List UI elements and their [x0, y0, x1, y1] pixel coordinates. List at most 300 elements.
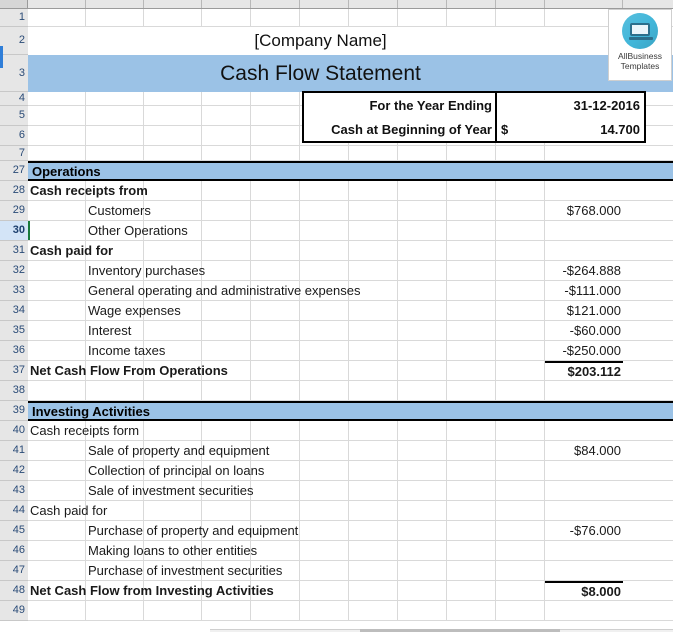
cell[interactable] — [398, 301, 447, 320]
cell[interactable] — [300, 321, 349, 340]
cell-value[interactable] — [545, 181, 623, 200]
cell[interactable] — [398, 9, 447, 26]
cell-label[interactable]: Customers — [88, 203, 151, 218]
cell[interactable] — [496, 561, 545, 580]
cell[interactable] — [144, 403, 202, 419]
table-row[interactable] — [28, 341, 673, 361]
cell-value[interactable] — [545, 221, 623, 240]
cell[interactable] — [300, 301, 349, 320]
row-header[interactable]: 46 — [0, 541, 28, 561]
cell-value[interactable]: $121.000 — [566, 303, 621, 318]
cell-label[interactable]: Inventory purchases — [88, 263, 206, 278]
row-header[interactable]: 7 — [0, 146, 28, 161]
cell[interactable] — [447, 403, 496, 419]
cell[interactable] — [202, 241, 251, 260]
cell[interactable] — [496, 361, 545, 380]
cell[interactable] — [251, 163, 300, 179]
cell[interactable] — [86, 92, 144, 105]
company-name-row[interactable] — [28, 27, 673, 55]
cell[interactable] — [28, 146, 86, 160]
cell[interactable] — [251, 601, 300, 620]
cell[interactable] — [28, 601, 86, 620]
row-header[interactable]: 6 — [0, 126, 28, 146]
cell[interactable] — [144, 501, 202, 520]
cell[interactable] — [300, 341, 349, 360]
cell[interactable] — [496, 581, 545, 600]
row-header[interactable]: 47 — [0, 561, 28, 581]
row-header[interactable]: 39 — [0, 401, 28, 421]
column-header-c[interactable] — [144, 0, 202, 8]
cell[interactable] — [496, 163, 545, 179]
row-header[interactable]: 43 — [0, 481, 28, 501]
cell[interactable] — [28, 341, 86, 360]
cell[interactable] — [28, 521, 86, 540]
cell[interactable] — [349, 461, 398, 480]
cell[interactable] — [447, 146, 496, 160]
cell[interactable] — [496, 146, 545, 160]
cell[interactable] — [28, 126, 86, 145]
row-header[interactable]: 49 — [0, 601, 28, 621]
cell[interactable] — [251, 181, 300, 200]
cell[interactable] — [202, 321, 251, 340]
cell[interactable] — [447, 521, 496, 540]
column-header-d[interactable] — [202, 0, 251, 8]
cell[interactable] — [496, 241, 545, 260]
cell[interactable] — [349, 9, 398, 26]
cell[interactable] — [251, 421, 300, 440]
cell[interactable] — [349, 221, 398, 240]
cell[interactable] — [28, 541, 86, 560]
table-row[interactable] — [28, 561, 673, 581]
cell[interactable] — [300, 241, 349, 260]
info-row-cash-beginning[interactable] — [304, 117, 644, 141]
cell[interactable] — [251, 241, 300, 260]
cell[interactable] — [349, 201, 398, 220]
cell[interactable] — [349, 301, 398, 320]
cell[interactable] — [496, 541, 545, 560]
cell-value[interactable] — [545, 461, 623, 480]
column-header-b[interactable] — [86, 0, 144, 8]
column-header-j[interactable] — [496, 0, 545, 8]
cell[interactable] — [251, 9, 300, 26]
cell[interactable] — [251, 361, 300, 380]
column-header-e[interactable] — [251, 0, 300, 8]
row-header[interactable]: 45 — [0, 521, 28, 541]
row-header[interactable]: 37 — [0, 361, 28, 381]
cell[interactable] — [251, 341, 300, 360]
cell[interactable] — [349, 403, 398, 419]
cell[interactable] — [28, 561, 86, 580]
row-header[interactable]: 38 — [0, 381, 28, 401]
cell[interactable] — [251, 301, 300, 320]
row-header[interactable]: 40 — [0, 421, 28, 441]
cell[interactable] — [86, 9, 144, 26]
cell[interactable] — [300, 441, 349, 460]
cell[interactable] — [28, 201, 86, 220]
cell[interactable] — [144, 181, 202, 200]
cell[interactable] — [202, 201, 251, 220]
cell[interactable] — [398, 221, 447, 240]
cell-value[interactable]: $8.000 — [545, 581, 623, 600]
table-row[interactable] — [28, 201, 673, 221]
cell[interactable] — [300, 581, 349, 600]
cell[interactable] — [202, 92, 251, 105]
cell-value[interactable]: -$111.000 — [564, 283, 621, 298]
row-header[interactable]: 29 — [0, 201, 28, 221]
cell[interactable] — [28, 301, 86, 320]
cell[interactable] — [349, 321, 398, 340]
cell[interactable] — [86, 381, 144, 400]
cell[interactable] — [398, 521, 447, 540]
cell[interactable] — [447, 181, 496, 200]
cell[interactable] — [300, 601, 349, 620]
cell[interactable] — [398, 581, 447, 600]
row-header[interactable]: 27 — [0, 161, 28, 181]
cell[interactable] — [202, 9, 251, 26]
cell[interactable] — [251, 126, 300, 145]
table-row[interactable] — [28, 521, 673, 541]
cell[interactable] — [398, 361, 447, 380]
cell[interactable] — [251, 321, 300, 340]
table-row[interactable] — [28, 361, 673, 381]
cell[interactable] — [447, 261, 496, 280]
row-header[interactable]: 41 — [0, 441, 28, 461]
cell-value[interactable]: $84.000 — [574, 443, 621, 458]
cell[interactable] — [545, 403, 623, 419]
table-row[interactable] — [28, 501, 673, 521]
cell[interactable] — [300, 521, 349, 540]
table-row[interactable] — [28, 461, 673, 481]
cell-label[interactable]: Income taxes — [88, 343, 166, 358]
cell[interactable] — [251, 146, 300, 160]
cell-label[interactable]: Cash receipts form — [30, 423, 140, 438]
empty-row[interactable] — [28, 381, 673, 401]
cell[interactable] — [28, 321, 86, 340]
cell[interactable] — [28, 481, 86, 500]
cell[interactable] — [496, 421, 545, 440]
cell[interactable] — [496, 441, 545, 460]
cell[interactable] — [300, 541, 349, 560]
cell[interactable] — [349, 381, 398, 400]
column-header-f[interactable] — [300, 0, 349, 8]
cell[interactable] — [251, 201, 300, 220]
cell[interactable] — [300, 481, 349, 500]
cell[interactable] — [202, 126, 251, 145]
cell[interactable] — [349, 561, 398, 580]
table-row[interactable] — [28, 301, 673, 321]
table-row[interactable] — [28, 221, 673, 241]
cell-value[interactable]: $203.112 — [545, 361, 623, 380]
cell[interactable] — [398, 341, 447, 360]
row-header[interactable]: 30 — [0, 221, 28, 241]
cell[interactable] — [300, 461, 349, 480]
cell[interactable] — [398, 461, 447, 480]
cell[interactable] — [349, 241, 398, 260]
statement-title-row[interactable] — [28, 55, 673, 92]
cell[interactable] — [496, 601, 545, 620]
cell[interactable] — [398, 501, 447, 520]
cell[interactable] — [349, 501, 398, 520]
table-row[interactable] — [28, 241, 673, 261]
cell[interactable] — [545, 163, 623, 179]
cell[interactable] — [251, 381, 300, 400]
cell[interactable] — [144, 126, 202, 145]
cell[interactable] — [202, 403, 251, 419]
row-header-gutter[interactable] — [0, 9, 28, 621]
cell[interactable] — [86, 106, 144, 125]
cell[interactable] — [447, 441, 496, 460]
cell[interactable] — [300, 381, 349, 400]
cell-label[interactable]: Sale of investment securities — [88, 483, 254, 498]
table-row[interactable] — [28, 581, 673, 601]
cell[interactable] — [251, 221, 300, 240]
row-header[interactable]: 34 — [0, 301, 28, 321]
cell[interactable] — [447, 561, 496, 580]
cell[interactable] — [300, 9, 349, 26]
cell-label[interactable]: Collection of principal on loans — [88, 463, 265, 478]
cell-value[interactable]: $768.000 — [566, 203, 621, 218]
table-row[interactable] — [28, 541, 673, 561]
cell[interactable] — [144, 146, 202, 160]
empty-row[interactable] — [28, 9, 673, 27]
cell[interactable] — [28, 261, 86, 280]
cell[interactable] — [496, 321, 545, 340]
cell[interactable] — [202, 501, 251, 520]
cell[interactable] — [447, 241, 496, 260]
cell-label[interactable]: Interest — [86, 321, 144, 340]
row-header[interactable]: 44 — [0, 501, 28, 521]
cell-label[interactable]: Purchase of investment securities — [88, 563, 283, 578]
cell[interactable] — [496, 261, 545, 280]
cell[interactable] — [496, 341, 545, 360]
empty-row[interactable] — [28, 601, 673, 621]
cell[interactable] — [398, 541, 447, 560]
cell[interactable] — [202, 381, 251, 400]
cell-label[interactable]: Cash paid for — [30, 503, 108, 518]
cell[interactable] — [447, 601, 496, 620]
cell[interactable] — [447, 361, 496, 380]
cell[interactable] — [28, 441, 86, 460]
row-header[interactable]: 1 — [0, 9, 28, 27]
cell[interactable] — [545, 381, 623, 400]
cell[interactable] — [496, 301, 545, 320]
cell[interactable] — [496, 461, 545, 480]
row-header[interactable]: 32 — [0, 261, 28, 281]
cell[interactable] — [496, 9, 545, 26]
cell-label[interactable]: Cash paid for — [30, 243, 114, 258]
cell[interactable] — [545, 146, 623, 160]
column-header-strip[interactable] — [0, 0, 673, 9]
cell[interactable] — [144, 201, 202, 220]
cell[interactable] — [447, 9, 496, 26]
cell[interactable] — [144, 92, 202, 105]
column-header-h[interactable] — [398, 0, 447, 8]
cell[interactable] — [251, 261, 300, 280]
cell-label[interactable]: Other Operations — [88, 223, 188, 238]
cell[interactable] — [545, 601, 623, 620]
cell[interactable] — [300, 561, 349, 580]
row-header[interactable]: 36 — [0, 341, 28, 361]
cell[interactable] — [202, 341, 251, 360]
cell[interactable] — [300, 261, 349, 280]
table-row[interactable] — [28, 261, 673, 281]
cell-label[interactable]: Net Cash Flow From Operations — [30, 363, 228, 378]
cell[interactable] — [447, 421, 496, 440]
cell-label[interactable]: Sale of property and equipment — [88, 443, 270, 458]
column-header-a[interactable] — [28, 0, 86, 8]
row-header[interactable]: 28 — [0, 181, 28, 201]
cell-label[interactable]: Wage expenses — [88, 303, 181, 318]
cell[interactable] — [398, 421, 447, 440]
select-all-corner[interactable] — [0, 0, 28, 8]
cell[interactable] — [398, 481, 447, 500]
cell[interactable] — [300, 501, 349, 520]
cell[interactable] — [496, 521, 545, 540]
cell[interactable] — [398, 201, 447, 220]
cell[interactable] — [496, 501, 545, 520]
section-band[interactable] — [28, 401, 673, 421]
cell-value[interactable]: -$264.888 — [562, 263, 621, 278]
cell[interactable] — [202, 163, 251, 179]
cell[interactable] — [398, 381, 447, 400]
cell-label[interactable]: General operating and administrative expenses — [88, 283, 361, 298]
cell[interactable] — [300, 181, 349, 200]
cell[interactable] — [447, 301, 496, 320]
cell[interactable] — [251, 92, 300, 105]
cell[interactable] — [349, 441, 398, 460]
cell[interactable] — [28, 9, 86, 26]
cell[interactable] — [300, 146, 349, 160]
cell[interactable] — [28, 461, 86, 480]
cell-value[interactable] — [545, 241, 623, 260]
cell-value[interactable]: -$60.000 — [569, 323, 621, 338]
cell[interactable] — [496, 201, 545, 220]
cell[interactable] — [300, 403, 349, 419]
cell[interactable] — [28, 281, 86, 300]
table-row[interactable] — [28, 181, 673, 201]
cell[interactable] — [144, 9, 202, 26]
table-row[interactable] — [28, 321, 673, 341]
cell[interactable] — [28, 92, 86, 105]
cell[interactable] — [86, 601, 144, 620]
cell[interactable] — [202, 181, 251, 200]
cell[interactable] — [349, 481, 398, 500]
cell[interactable] — [398, 561, 447, 580]
cell[interactable] — [349, 361, 398, 380]
cell[interactable] — [144, 601, 202, 620]
cell[interactable] — [398, 321, 447, 340]
cell[interactable] — [447, 163, 496, 179]
cell[interactable] — [144, 321, 202, 340]
cell[interactable] — [447, 341, 496, 360]
vertical-scrollbar-thumb[interactable] — [0, 46, 3, 68]
table-row[interactable] — [28, 281, 673, 301]
table-row[interactable] — [28, 421, 673, 441]
cell[interactable] — [28, 106, 86, 125]
cell[interactable] — [447, 541, 496, 560]
cell[interactable] — [398, 146, 447, 160]
column-header-g[interactable] — [349, 0, 398, 8]
cell[interactable] — [447, 381, 496, 400]
cell[interactable] — [144, 241, 202, 260]
cell[interactable] — [251, 481, 300, 500]
cell[interactable] — [300, 421, 349, 440]
cell[interactable] — [144, 106, 202, 125]
cell[interactable] — [447, 581, 496, 600]
cell[interactable] — [349, 341, 398, 360]
info-row-year-ending[interactable] — [304, 93, 644, 117]
cell[interactable] — [447, 321, 496, 340]
cell[interactable] — [202, 421, 251, 440]
cell-value[interactable] — [545, 481, 623, 500]
row-header[interactable]: 5 — [0, 106, 28, 126]
table-row[interactable] — [28, 481, 673, 501]
cell-label[interactable]: Making loans to other entities — [88, 543, 258, 558]
cell[interactable] — [251, 541, 300, 560]
row-header[interactable]: 33 — [0, 281, 28, 301]
cell[interactable] — [144, 381, 202, 400]
cell[interactable] — [202, 301, 251, 320]
cell-value[interactable] — [545, 501, 623, 520]
cell[interactable] — [144, 421, 202, 440]
row-header[interactable]: 35 — [0, 321, 28, 341]
cell[interactable] — [496, 381, 545, 400]
cell[interactable] — [300, 221, 349, 240]
cell[interactable] — [496, 403, 545, 419]
cell[interactable] — [28, 221, 86, 240]
cell[interactable] — [496, 281, 545, 300]
cell-value[interactable]: -$76.000 — [569, 523, 621, 538]
cell-label[interactable]: Cash receipts from — [30, 183, 148, 198]
cell[interactable] — [349, 163, 398, 179]
cell[interactable] — [349, 421, 398, 440]
cell[interactable] — [349, 541, 398, 560]
cell[interactable] — [349, 581, 398, 600]
cell[interactable] — [144, 163, 202, 179]
cell[interactable] — [398, 261, 447, 280]
cell[interactable] — [496, 181, 545, 200]
cell[interactable] — [300, 361, 349, 380]
cell[interactable] — [202, 221, 251, 240]
cell[interactable] — [28, 381, 86, 400]
column-header-i[interactable] — [447, 0, 496, 8]
cell[interactable] — [86, 146, 144, 160]
cell[interactable] — [251, 501, 300, 520]
cell[interactable] — [349, 146, 398, 160]
row-header[interactable]: 3 — [0, 55, 28, 92]
cell[interactable] — [202, 146, 251, 160]
cell[interactable] — [447, 221, 496, 240]
cell[interactable] — [398, 241, 447, 260]
cell[interactable] — [398, 441, 447, 460]
table-row[interactable] — [28, 441, 673, 461]
cell[interactable] — [447, 501, 496, 520]
row-header[interactable]: 31 — [0, 241, 28, 261]
cell[interactable] — [447, 201, 496, 220]
row-header[interactable]: 42 — [0, 461, 28, 481]
cell[interactable] — [202, 601, 251, 620]
cell-value[interactable]: -$250.000 — [562, 343, 621, 358]
cell[interactable] — [349, 601, 398, 620]
cell[interactable] — [349, 261, 398, 280]
cell[interactable] — [398, 403, 447, 419]
cell[interactable] — [398, 601, 447, 620]
cell-value[interactable] — [545, 421, 623, 440]
cell[interactable] — [202, 261, 251, 280]
row-header[interactable]: 2 — [0, 27, 28, 55]
cell[interactable] — [447, 481, 496, 500]
cell[interactable] — [300, 201, 349, 220]
